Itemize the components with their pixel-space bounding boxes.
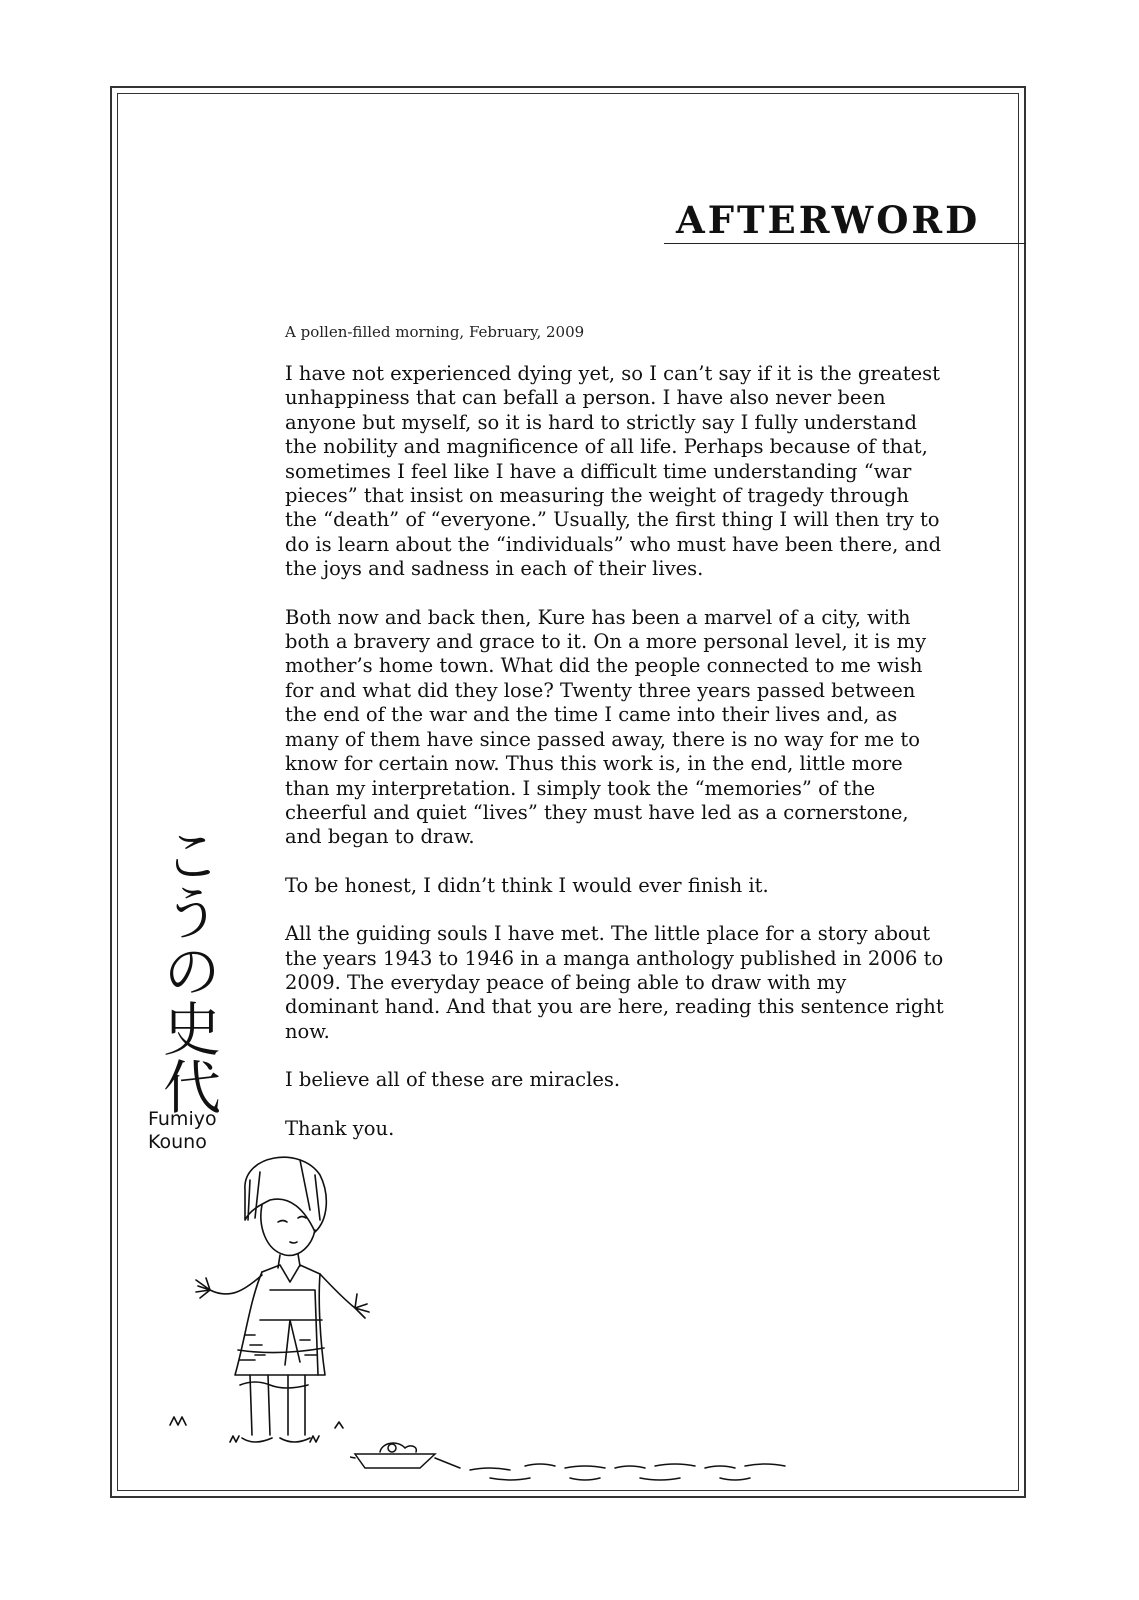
signature-kana — [142, 825, 232, 1128]
paragraph-2: Both now and back then, Kure has been a marvel of a city, with both a bravery and grace to it. On a more personal level, it is my mother’s home town. What did the people connected to me wish for and what did they lose? Twenty three years passed between the end of the war and the time I came into their lives and, as many of them have since passed away, there is no way for me to know for certain now. Thus this work is, in the end, little more than my interpretation. I simply took the “memories” of the cheerful and quiet “lives” they must have led as a cornerstone, and began to draw. — [285, 605, 927, 849]
paragraph-6: Thank you. — [285, 1116, 395, 1140]
title-underline — [664, 243, 1026, 244]
paragraph-3: To be honest, I didn’t think I would ever finish it. — [285, 873, 769, 897]
paragraph-4: All the guiding souls I have met. The little place for a story about the years 1943 to 1946 in a manga anthology published in 2006 to 2009. The everyday peace of being able to draw with my dominant hand. And that you are here, reading this sentence right now. — [285, 922, 944, 1043]
girl-illustration — [150, 1150, 370, 1460]
afterword-body — [285, 362, 945, 1165]
signature-latin — [148, 1108, 238, 1154]
signature-kana-text: こうの史代 — [153, 825, 221, 1115]
signature-first-name: Fumiyo — [148, 1108, 217, 1130]
signature-last-name: Kouno — [148, 1131, 207, 1153]
page-title: AFTERWORD — [676, 198, 981, 242]
date-line: A pollen-filled morning, February, 2009 — [285, 323, 585, 341]
boat-illustration — [350, 1438, 820, 1498]
paragraph-1: I have not experienced dying yet, so I can’t say if it is the greatest unhappiness that can befall a person. I have also never been anyone but myself, so it is hard to strictly say I fully understand the nobility and magnificence of all life. Perhaps because of that, sometimes I feel like I have a difficult time understanding “war pieces” that insist on measuring the weight of tragedy through the “death” of “everyone.” Usually, the first thing I will then try to do is learn about the “individuals” who must have been there, and the joys and sadness in each of their lives. — [285, 362, 942, 581]
paragraph-5: I believe all of these are miracles. — [285, 1068, 621, 1092]
